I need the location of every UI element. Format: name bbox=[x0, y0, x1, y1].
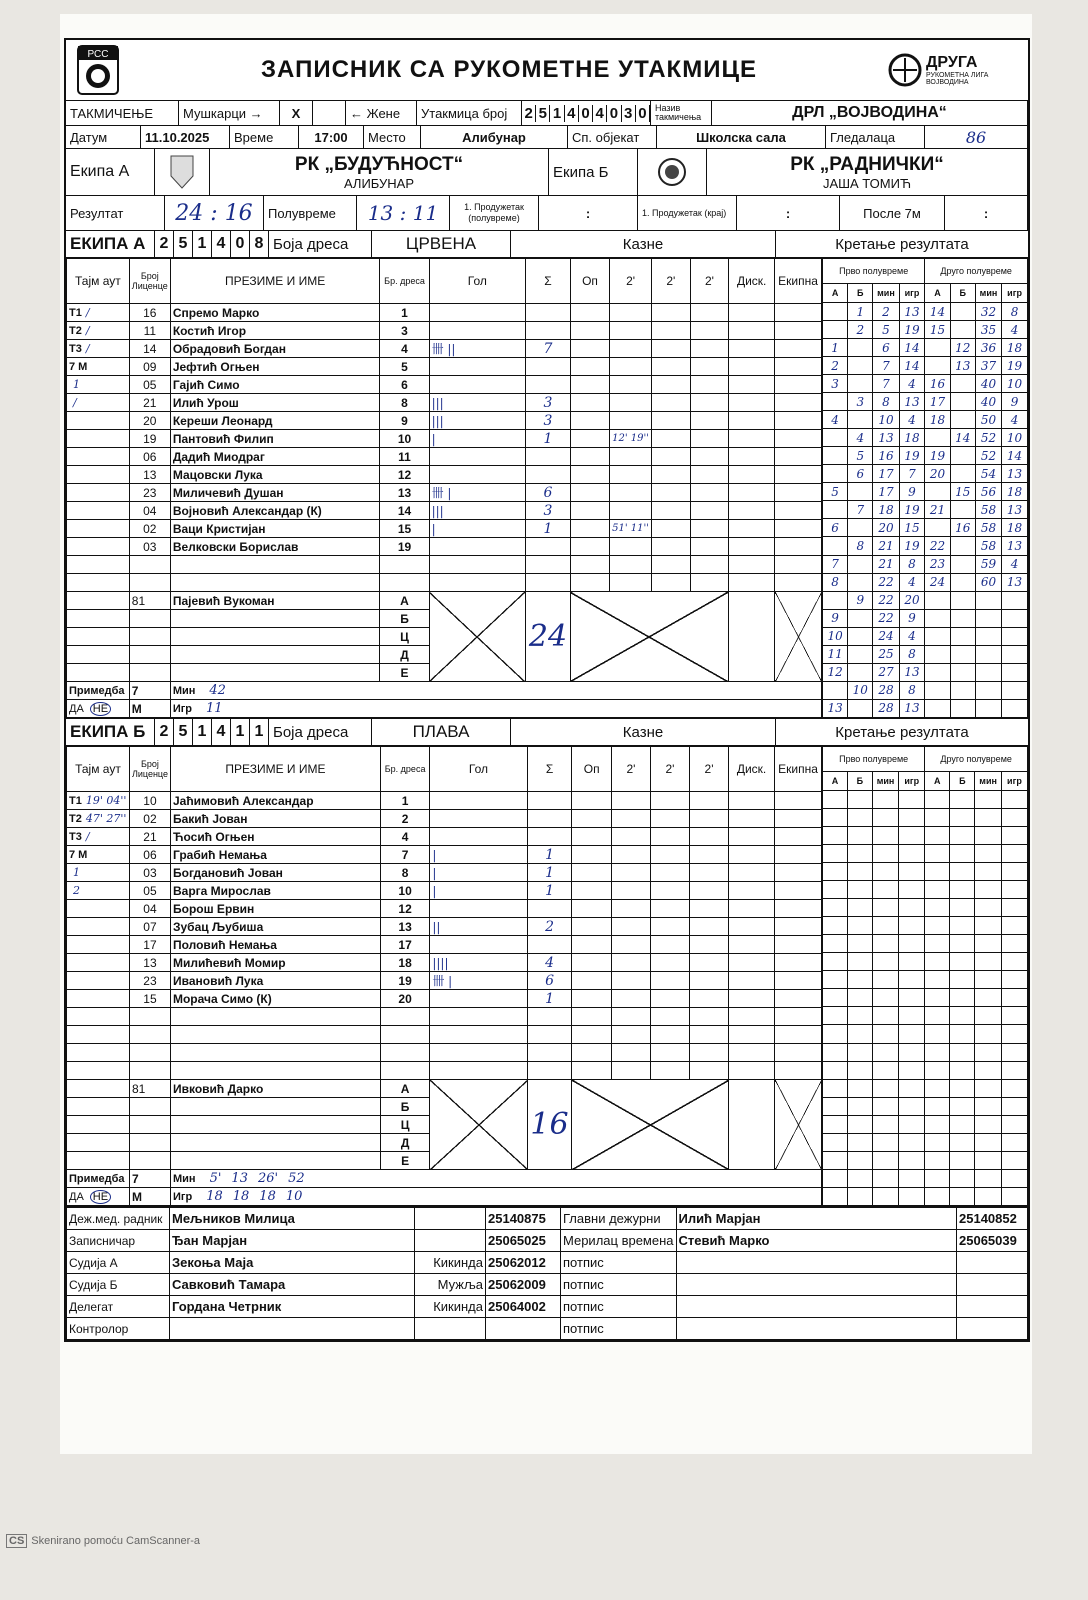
flow-row bbox=[823, 809, 1028, 827]
player-row: 06 Дадић Миодраг 11 bbox=[67, 448, 822, 466]
match-number-digit: 2 bbox=[522, 105, 536, 122]
player-row: T1 19' 04'' 10 Јаћимовић Александар 1 bbox=[67, 792, 822, 810]
player-name: Дадић Миодраг bbox=[170, 448, 380, 466]
official-row: Б bbox=[67, 610, 822, 628]
player-row: 07 Зубац Љубиша 13 || 2 bbox=[67, 918, 822, 936]
match-number-digit: 4 bbox=[593, 105, 607, 122]
player-row bbox=[67, 1062, 822, 1080]
player-name: Грабић Немања bbox=[170, 846, 380, 864]
official-row: Д bbox=[67, 646, 822, 664]
player-row: 7 M 06 Грабић Немања 7 | 1 bbox=[67, 846, 822, 864]
flow-row bbox=[823, 845, 1028, 863]
camscanner-icon: CS bbox=[6, 1534, 27, 1548]
official-row: Д bbox=[67, 1134, 822, 1152]
player-row: / 21 Илић Урош 8 ||| 3 bbox=[67, 394, 822, 412]
flow-row bbox=[823, 1043, 1028, 1061]
flow-row: 10 24 4 bbox=[823, 627, 1028, 645]
player-row: 04 Војновић Александар (К) 14 ||| 3 bbox=[67, 502, 822, 520]
player-name: Ваци Кристијан bbox=[170, 520, 380, 538]
flow-row bbox=[823, 935, 1028, 953]
team-code-digit: 1 bbox=[231, 719, 250, 745]
league-logo: ДРУГА РУКОМЕТНА ЛИГА ВОЈВОДИНА bbox=[888, 53, 1028, 87]
flow-row bbox=[823, 917, 1028, 935]
official-row: Е bbox=[67, 664, 822, 682]
team-code-digit: 2 bbox=[155, 719, 174, 745]
team-code-digit: 5 bbox=[174, 231, 193, 257]
player-row: 17 Половић Немања 17 bbox=[67, 936, 822, 954]
player-name: Велковски Борислав bbox=[170, 538, 380, 556]
teamA-score-flow: Прво полувреме Друго полувреме А Б мин игр А Б мин игр 1 2 13 14 32 8 2 5 19 15 35 4 1 6 14 12 36 18 2 7 14 13 37 19 3 7 4 16 40 10 3 8 13 17 40 9 4 10 4 18 50 4 4 13 18 14 52 10 5 16 19 19 52 14 6 17 7 20 54 13 5 17 9 15 56 18 7 18 19 21 58 13 6 20 15 16 58 18 8 21 19 22 58 13 7 21 8 23 59 4 8 22 4 24 60 13 9 22 20 9 22 9 10 24 4 11 25 8 12 27 13 10 28 8 13 28 13 bbox=[822, 258, 1028, 718]
flow-row: 3 7 4 16 40 10 bbox=[823, 375, 1028, 393]
team-code-digit: 4 bbox=[212, 231, 231, 257]
teamA-title-row: ЕКИПА А 2 5 1 4 0 8 Боја дреса ЦРВЕНА Казне Кретање резултата bbox=[66, 231, 1028, 258]
player-row bbox=[67, 1008, 822, 1026]
player-name: Половић Немања bbox=[170, 936, 380, 954]
flow-row: 8 21 19 22 58 13 bbox=[823, 537, 1028, 555]
flow-row: 7 18 19 21 58 13 bbox=[823, 501, 1028, 519]
team-total-goals: 24 bbox=[526, 592, 571, 682]
flow-row: 11 25 8 bbox=[823, 645, 1028, 663]
match-number-digit: 0 bbox=[636, 105, 650, 122]
player-name: Варга Мирослав bbox=[170, 882, 380, 900]
flow-row bbox=[823, 1061, 1028, 1079]
match-number bbox=[522, 101, 651, 125]
flow-row bbox=[823, 1079, 1028, 1097]
player-row bbox=[67, 1044, 822, 1062]
player-name: Јефтић Огњен bbox=[170, 358, 380, 376]
player-name: Пантовић Филип bbox=[170, 430, 380, 448]
player-name: Јаћимовић Александар bbox=[170, 792, 380, 810]
official-signature-row: Контролор потпис bbox=[67, 1318, 1028, 1340]
flow-row: 1 6 14 12 36 18 bbox=[823, 339, 1028, 357]
official-row: Е bbox=[67, 1152, 822, 1170]
official-row: 81 Пајевић Вукоман А 24 bbox=[67, 592, 822, 610]
scanner-watermark: CS Skenirano pomoću CamScanner-a bbox=[6, 1534, 200, 1548]
flow-row bbox=[823, 1025, 1028, 1043]
player-row: 2 05 Варга Мирослав 10 | 1 bbox=[67, 882, 822, 900]
team-total-goals: 16 bbox=[527, 1080, 572, 1170]
official-row: 81 Ивковић Дарко А 16 bbox=[67, 1080, 822, 1098]
flow-row bbox=[823, 1133, 1028, 1151]
flow-row bbox=[823, 791, 1028, 809]
player-row: 03 Велковски Борислав 19 bbox=[67, 538, 822, 556]
teamA-players-table: Тајм аут Број Лиценце ПРЕЗИМЕ И ИМЕ Бр. дреса Гол Σ Оп 2' 2' 2' Диск. Екипна T1 / 16 Спремо Марко 1 T2 / 11 Костић Игор 3 T3 / 14 Обрадовић Богдан 4 卌 || 7 7 M 09 Јефтић Огњен 5 1 05 Гајић Симо 6 / 21 Илић Урош 8 ||| 3 20 Кереши Леонард 9 ||| 3 19 Пантовић Филип 10 | 1 12' 19'' 06 Дадић Миодраг 11 13 Мацовски Лука 12 23 Миличевић Душан 13 卌 | 6 04 Војновић Александар (К) 14 ||| 3 02 Ваци Кристијан 15 | 1 51' 11'' 03 Велковски Борислав 19 81 Пајевић Вукоман А 24 Б Ц Д Е Примедба 7 Мин 42 ДА НЕ М Игр 11 bbox=[66, 258, 822, 718]
player-name: Спремо Марко bbox=[170, 304, 380, 322]
flow-row: 9 22 9 bbox=[823, 609, 1028, 627]
flow-row: 12 27 13 bbox=[823, 663, 1028, 681]
player-name: Милићевић Момир bbox=[170, 954, 380, 972]
teamB-title-row: ЕКИПА Б 2 5 1 4 1 1 Боја дреса ПЛАВА Казне Кретање резултата bbox=[66, 719, 1028, 746]
team-a-crest bbox=[155, 149, 210, 195]
flow-row: 10 28 8 bbox=[823, 681, 1028, 699]
official-signature-row: Делегат Гордана Четрник Кикинда 25064002 потпис bbox=[67, 1296, 1028, 1318]
jersey-color: ЦРВЕНА bbox=[372, 231, 511, 257]
teamB-score-flow: Прво полувреме Друго полувреме А Б мин игр А Б мин игр bbox=[822, 746, 1028, 1206]
note-ne-circled: НЕ bbox=[90, 702, 111, 716]
official-signature-row: Дeж.мед. радник Мељников Милица 25140875 Главни дежурни Илић Марјан 25140852 bbox=[67, 1208, 1028, 1230]
team-code-digit: 2 bbox=[155, 231, 174, 257]
flow-row: 8 22 4 24 60 13 bbox=[823, 573, 1028, 591]
player-name: Костић Игор bbox=[170, 322, 380, 340]
player-row bbox=[67, 1026, 822, 1044]
flow-row: 9 22 20 bbox=[823, 591, 1028, 609]
flow-row: 4 10 4 18 50 4 bbox=[823, 411, 1028, 429]
player-name: Миличевић Душан bbox=[170, 484, 380, 502]
team-code-digit: 1 bbox=[250, 719, 269, 745]
player-row: 20 Кереши Леонард 9 ||| 3 bbox=[67, 412, 822, 430]
sheet-title: ЗАПИСНИК СА РУКОМЕТНЕ УТАКМИЦЕ bbox=[261, 56, 757, 83]
team-code-digit: 1 bbox=[193, 719, 212, 745]
player-row: 13 Милићевић Момир 18 |||| 4 bbox=[67, 954, 822, 972]
match-number-digit: 3 bbox=[622, 105, 636, 122]
team-code-digit: 5 bbox=[174, 719, 193, 745]
flow-row bbox=[823, 899, 1028, 917]
score-sheet bbox=[64, 38, 1030, 1342]
player-row: 1 05 Гајић Симо 6 bbox=[67, 376, 822, 394]
jersey-color: ПЛАВА bbox=[372, 719, 511, 745]
flow-row bbox=[823, 971, 1028, 989]
team-code-digit: 0 bbox=[231, 231, 250, 257]
flow-row: 3 8 13 17 40 9 bbox=[823, 393, 1028, 411]
match-number-digit: 5 bbox=[536, 105, 550, 122]
player-row bbox=[67, 556, 822, 574]
player-row: 13 Мацовски Лука 12 bbox=[67, 466, 822, 484]
flow-row: 6 17 7 20 54 13 bbox=[823, 465, 1028, 483]
player-name: Гајић Симо bbox=[170, 376, 380, 394]
teams-row: Екипа А РК „БУДУЋНОСТ“ АЛИБУНАР Екипа Б РК „РАДНИЧКИ“ ЈАША ТОМИЋ bbox=[66, 149, 1028, 196]
player-name: Војновић Александар (К) bbox=[170, 502, 380, 520]
player-row: 7 M 09 Јефтић Огњен 5 bbox=[67, 358, 822, 376]
flow-row bbox=[823, 1187, 1028, 1205]
flow-row bbox=[823, 1115, 1028, 1133]
flow-row: 2 7 14 13 37 19 bbox=[823, 357, 1028, 375]
player-row: 19 Пантовић Филип 10 | 1 12' 19'' bbox=[67, 430, 822, 448]
official-row: Б bbox=[67, 1098, 822, 1116]
match-number-digit: 0 bbox=[579, 105, 593, 122]
match-number-digit: 0 bbox=[607, 105, 621, 122]
flow-row: 5 17 9 15 56 18 bbox=[823, 483, 1028, 501]
player-name: Борош Ервин bbox=[170, 900, 380, 918]
final-score: 24 : 16 bbox=[165, 196, 264, 230]
player-row: 1 03 Богдановић Јован 8 | 1 bbox=[67, 864, 822, 882]
match-number-digit: 1 bbox=[550, 105, 564, 122]
flow-row bbox=[823, 1097, 1028, 1115]
competition-row: ТАКМИЧЕЊЕ Мушкарци → X ← Жене Утакмица број 2 5 1 4 0 4 0 3 0 Назив такмичења ДРЛ „ВОЈВОДИНА“ bbox=[66, 101, 1028, 126]
team-b-section bbox=[66, 719, 1028, 1207]
flow-row: 4 13 18 14 52 10 bbox=[823, 429, 1028, 447]
official-signature-row: Судија А Зекоња Маја Кикинда 25062012 потпис bbox=[67, 1252, 1028, 1274]
player-name: Богдановић Јован bbox=[170, 864, 380, 882]
flow-row bbox=[823, 989, 1028, 1007]
score-sheet-page bbox=[60, 14, 1032, 1454]
flow-row bbox=[823, 1007, 1028, 1025]
player-name: Ћосић Огњен bbox=[170, 828, 380, 846]
player-row: T3 / 21 Ћосић Огњен 4 bbox=[67, 828, 822, 846]
player-row: T2 / 11 Костић Игор 3 bbox=[67, 322, 822, 340]
team-code-digit: 4 bbox=[212, 719, 231, 745]
match-number-digit: 4 bbox=[565, 105, 579, 122]
rss-logo bbox=[66, 42, 130, 98]
player-row: T3 / 14 Обрадовић Богдан 4 卌 || 7 bbox=[67, 340, 822, 358]
result-row: Резултат 24 : 16 Полувреме 13 : 11 1. Продужетак (полувреме) : 1. Продужетак (крај) : После 7м : bbox=[66, 196, 1028, 231]
player-name: Ивановић Лука bbox=[170, 972, 380, 990]
player-row: 02 Ваци Кристијан 15 | 1 51' 11'' bbox=[67, 520, 822, 538]
flow-row bbox=[823, 863, 1028, 881]
player-row: 04 Борош Ервин 12 bbox=[67, 900, 822, 918]
sheet-header bbox=[66, 40, 1028, 101]
flow-row bbox=[823, 1151, 1028, 1169]
half-score: 13 : 11 bbox=[357, 196, 450, 230]
flow-row: 6 20 15 16 58 18 bbox=[823, 519, 1028, 537]
player-row bbox=[67, 574, 822, 592]
officials-table bbox=[66, 1207, 1028, 1340]
flow-row: 13 28 13 bbox=[823, 699, 1028, 717]
flow-row bbox=[823, 953, 1028, 971]
player-name: Кереши Леонард bbox=[170, 412, 380, 430]
flow-row: 1 2 13 14 32 8 bbox=[823, 303, 1028, 321]
official-row: Ц bbox=[67, 1116, 822, 1134]
player-name: Зубац Љубиша bbox=[170, 918, 380, 936]
note-ne-circled: НЕ bbox=[90, 1190, 111, 1204]
player-name: Обрадовић Богдан bbox=[170, 340, 380, 358]
official-row: Ц bbox=[67, 628, 822, 646]
player-row: T2 47' 27'' 02 Бакић Јован 2 bbox=[67, 810, 822, 828]
flow-row: 2 5 19 15 35 4 bbox=[823, 321, 1028, 339]
player-row: 23 Миличевић Душан 13 卌 | 6 bbox=[67, 484, 822, 502]
player-row: 23 Ивановић Лука 19 卌 | 6 bbox=[67, 972, 822, 990]
player-name: Илић Урош bbox=[170, 394, 380, 412]
official-signature-row: Судија Б Савковић Тамара Мужља 25062009 потпис bbox=[67, 1274, 1028, 1296]
player-name: Морача Симо (К) bbox=[170, 990, 380, 1008]
flow-row: 7 21 8 23 59 4 bbox=[823, 555, 1028, 573]
svg-text:РСС: РСС bbox=[87, 49, 109, 60]
flow-row: 5 16 19 19 52 14 bbox=[823, 447, 1028, 465]
player-name: Мацовски Лука bbox=[170, 466, 380, 484]
team-code-digit: 1 bbox=[193, 231, 212, 257]
teamB-players-table: Тајм аут Број Лиценце ПРЕЗИМЕ И ИМЕ Бр. дреса Гол Σ Оп 2' 2' 2' Диск. Екипна T1 19' 04'' 10 Јаћимовић Александар 1 T2 47' 27'' 02 Бакић Јован 2 T3 / 21 Ћосић Огњен 4 7 M 06 Грабић Немања 7 | 1 1 03 Богдановић Јован 8 | 1 2 05 Варга Мирослав 10 | 1 04 Борош Ервин 12 07 Зубац Љубиша 13 || 2 17 Половић Немања 17 13 Милићевић Момир 18 |||| 4 23 Ивановић Лука 19 卌 | 6 15 Морача Симо (К) 20 1 81 Ивковић Дарко А 16 Б Ц Д Е Примедба 7 Мин 5' 13 26' 52 ДА НЕ М Игр 18 18 18 10 bbox=[66, 746, 822, 1206]
flow-row bbox=[823, 1169, 1028, 1187]
ball-icon bbox=[888, 53, 922, 87]
player-row: T1 / 16 Спремо Марко 1 bbox=[67, 304, 822, 322]
flow-row bbox=[823, 881, 1028, 899]
official-signature-row: Записничар Ђан Марјан 25065025 Мерилац времена Стевић Марко 25065039 bbox=[67, 1230, 1028, 1252]
player-row: 15 Морача Симо (К) 20 1 bbox=[67, 990, 822, 1008]
date-row: Датум 11.10.2025 Време 17:00 Место Алибунар Сп. објекат Школска сала Гледалаца 86 bbox=[66, 126, 1028, 149]
player-name: Бакић Јован bbox=[170, 810, 380, 828]
team-code-digit: 8 bbox=[250, 231, 269, 257]
flow-row bbox=[823, 827, 1028, 845]
team-b-crest bbox=[638, 149, 707, 195]
team-a-section bbox=[66, 231, 1028, 719]
